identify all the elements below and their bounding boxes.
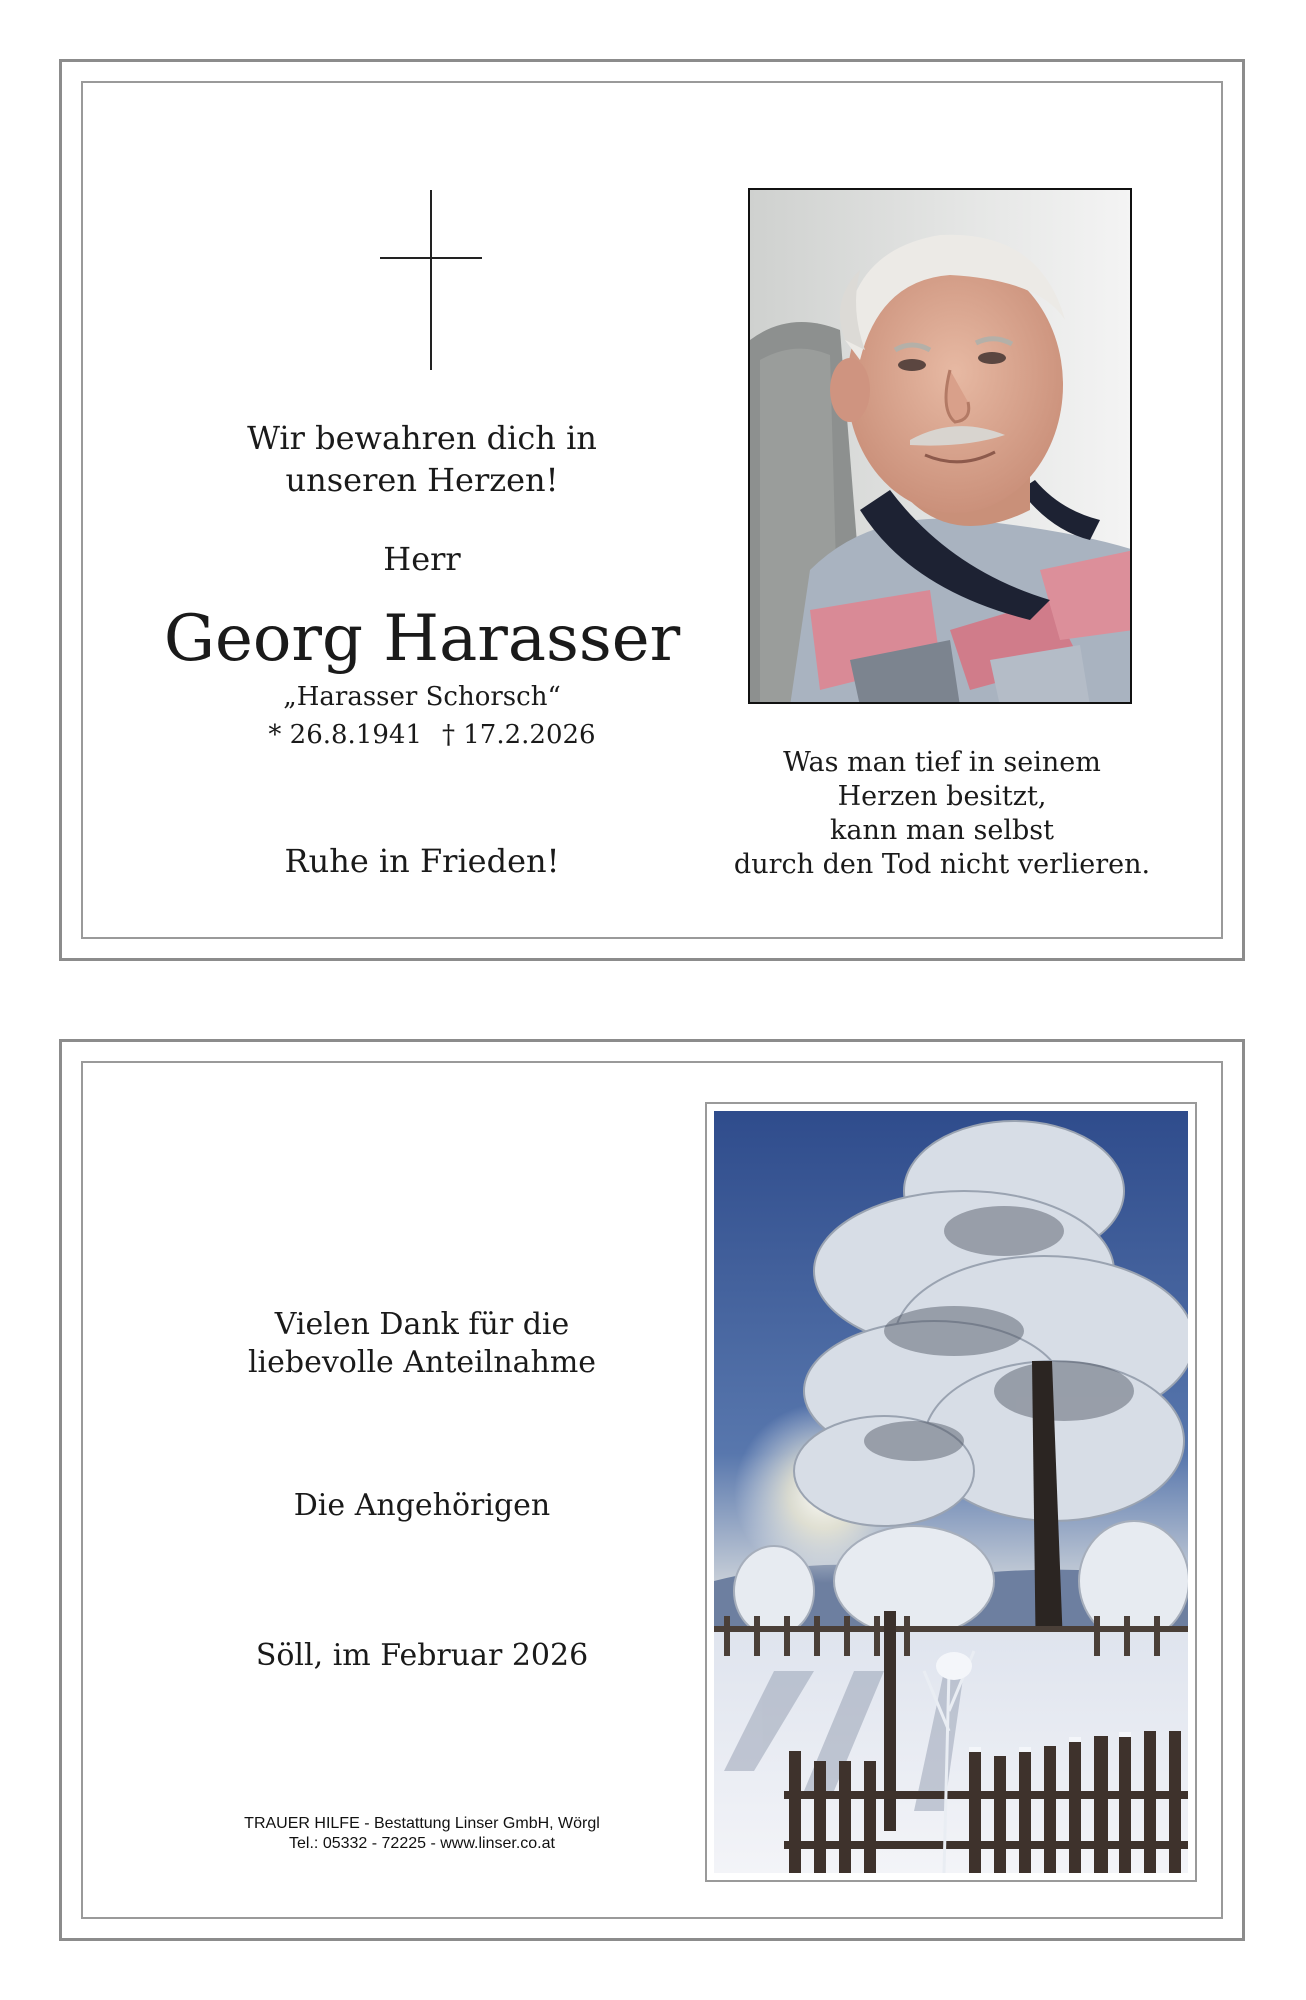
place-and-date: Söll, im Februar 2026 bbox=[255, 1638, 589, 1673]
winter-tree-illustration bbox=[714, 1111, 1188, 1873]
motto-line-1: Wir bewahren dich in bbox=[247, 419, 597, 457]
winter-landscape-photo bbox=[714, 1111, 1188, 1873]
motto bbox=[162, 417, 682, 501]
funeral-home-footer bbox=[142, 1814, 702, 1854]
quote-line-2: Herzen besitzt, bbox=[837, 781, 1047, 812]
landscape-photo-frame bbox=[705, 1102, 1197, 1882]
thanks-line-1: Vielen Dank für die bbox=[274, 1307, 570, 1342]
closing-phrase: Ruhe in Frieden! bbox=[284, 842, 560, 880]
family-signature: Die Angehörigen bbox=[293, 1488, 551, 1523]
footer-contact: Tel.: 05332 - 72225 - www.linser.co.at bbox=[289, 1835, 555, 1852]
portrait-photo bbox=[748, 188, 1132, 704]
back-card bbox=[59, 1039, 1245, 1941]
death-date: † 17.2.2026 bbox=[442, 720, 596, 750]
quote-line-3: kann man selbst bbox=[830, 815, 1054, 846]
nickname: „Harasser Schorsch“ bbox=[283, 682, 561, 712]
portrait-illustration bbox=[750, 190, 1132, 704]
motto-line-2: unseren Herzen! bbox=[285, 461, 559, 499]
birth-date: * 26.8.1941 bbox=[268, 720, 422, 750]
quote-line-1: Was man tief in seinem bbox=[783, 747, 1101, 778]
salutation: Herr bbox=[383, 540, 461, 578]
front-card bbox=[59, 59, 1245, 961]
thank-you-message bbox=[162, 1306, 682, 1382]
deceased-name: Georg Harasser bbox=[163, 602, 681, 676]
thanks-line-2: liebevolle Anteilnahme bbox=[247, 1345, 597, 1380]
quote-line-4: durch den Tod nicht verlieren. bbox=[733, 849, 1151, 880]
footer-company: TRAUER HILFE - Bestattung Linser GmbH, Wörgl bbox=[244, 1815, 600, 1832]
memorial-quote bbox=[702, 746, 1182, 882]
